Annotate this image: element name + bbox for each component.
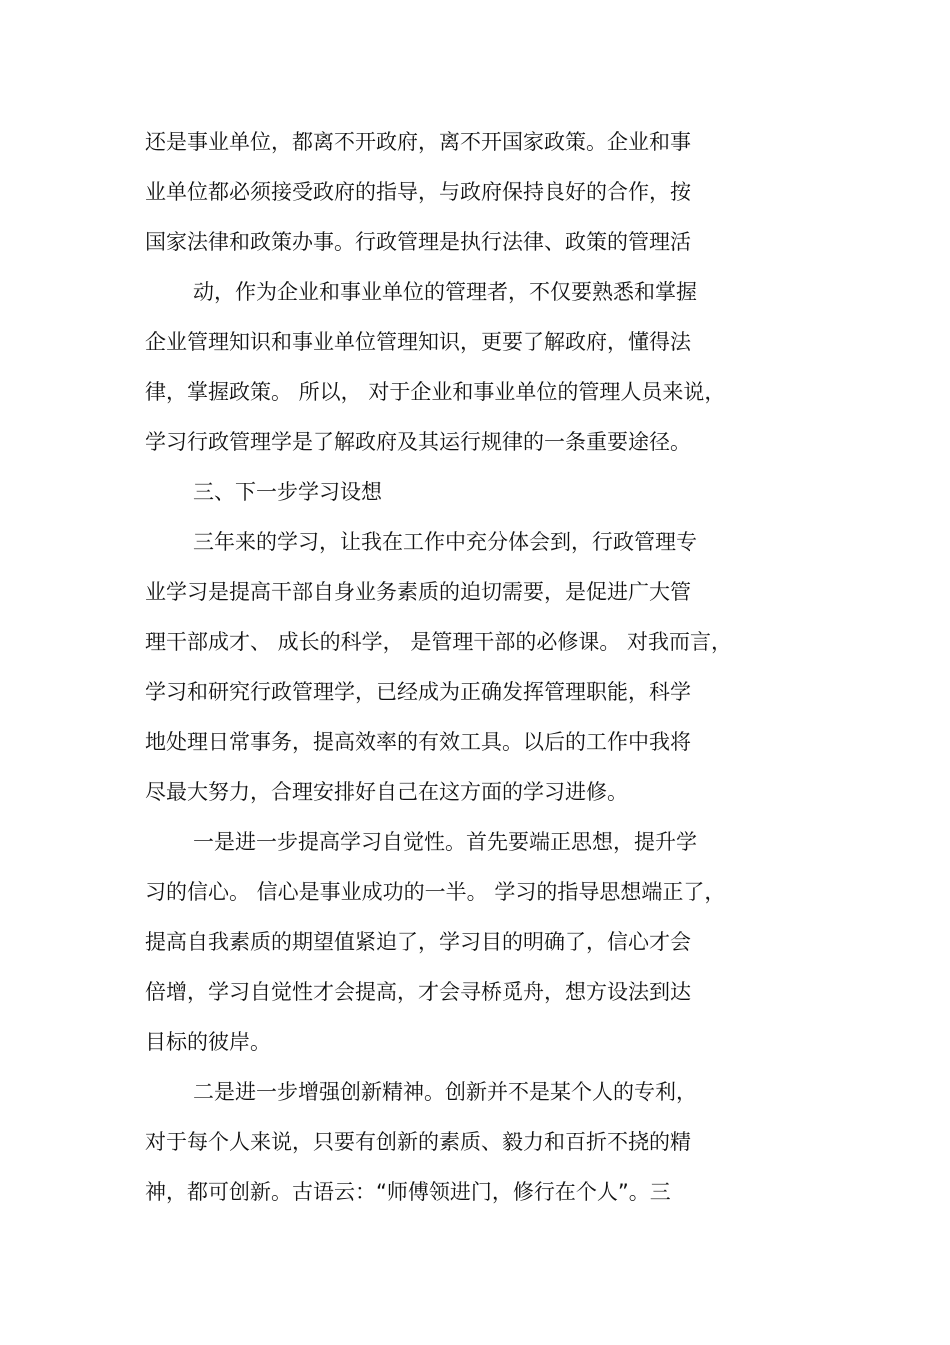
text-line-17: 提高自我素质的期望值紧迫了，学习目的明确了，信心才会 bbox=[145, 930, 691, 954]
section-heading: 三、下一步学习设想 bbox=[193, 480, 382, 504]
text-line-1: 还是事业单位，都离不开政府，离不开国家政策。企业和事 bbox=[145, 130, 691, 154]
text-line-12: 学习和研究行政管理学，已经成为正确发挥管理职能，科学 bbox=[145, 680, 691, 704]
text-line-18: 倍增，学习自觉性才会提高，才会寻桥觅舟，想方设法到达 bbox=[145, 980, 691, 1004]
text-line-7: 学习行政管理学是了解政府及其运行规律的一条重要途径。 bbox=[145, 430, 691, 454]
text-line-11: 理干部成才、 成长的科学， 是管理干部的必修课。 对我而言， bbox=[145, 630, 733, 654]
text-line-2: 业单位都必须接受政府的指导，与政府保持良好的合作，按 bbox=[145, 180, 691, 204]
text-line-3: 国家法律和政策办事。行政管理是执行法律、政策的管理活 bbox=[145, 230, 691, 254]
text-line-4: 动，作为企业和事业单位的管理者，不仅要熟悉和掌握 bbox=[193, 280, 697, 304]
text-line-14: 尽最大努力，合理安排好自己在这方面的学习进修。 bbox=[145, 780, 628, 804]
text-line-22: 神，都可创新。古语云：“师傅领进门，修行在个人”。三 bbox=[145, 1180, 671, 1204]
text-line-16: 习的信心。 信心是事业成功的一半。 学习的指导思想端正了， bbox=[145, 880, 726, 904]
text-line-9: 三年来的学习，让我在工作中充分体会到，行政管理专 bbox=[193, 530, 697, 554]
text-line-5: 企业管理知识和事业单位管理知识，更要了解政府，懂得法 bbox=[145, 330, 691, 354]
text-line-15: 一是进一步提高学习自觉性。首先要端正思想，提升学 bbox=[193, 830, 697, 854]
text-line-10: 业学习是提高干部自身业务素质的迫切需要，是促进广大管 bbox=[145, 580, 691, 604]
text-line-6: 律，掌握政策。 所以， 对于企业和事业单位的管理人员来说， bbox=[145, 380, 726, 404]
text-line-20: 二是进一步增强创新精神。创新并不是某个人的专利， bbox=[193, 1080, 697, 1104]
text-line-19: 目标的彼岸。 bbox=[145, 1030, 271, 1054]
text-line-13: 地处理日常事务，提高效率的有效工具。以后的工作中我将 bbox=[145, 730, 691, 754]
text-line-21: 对于每个人来说，只要有创新的素质、毅力和百折不挠的精 bbox=[145, 1130, 691, 1154]
